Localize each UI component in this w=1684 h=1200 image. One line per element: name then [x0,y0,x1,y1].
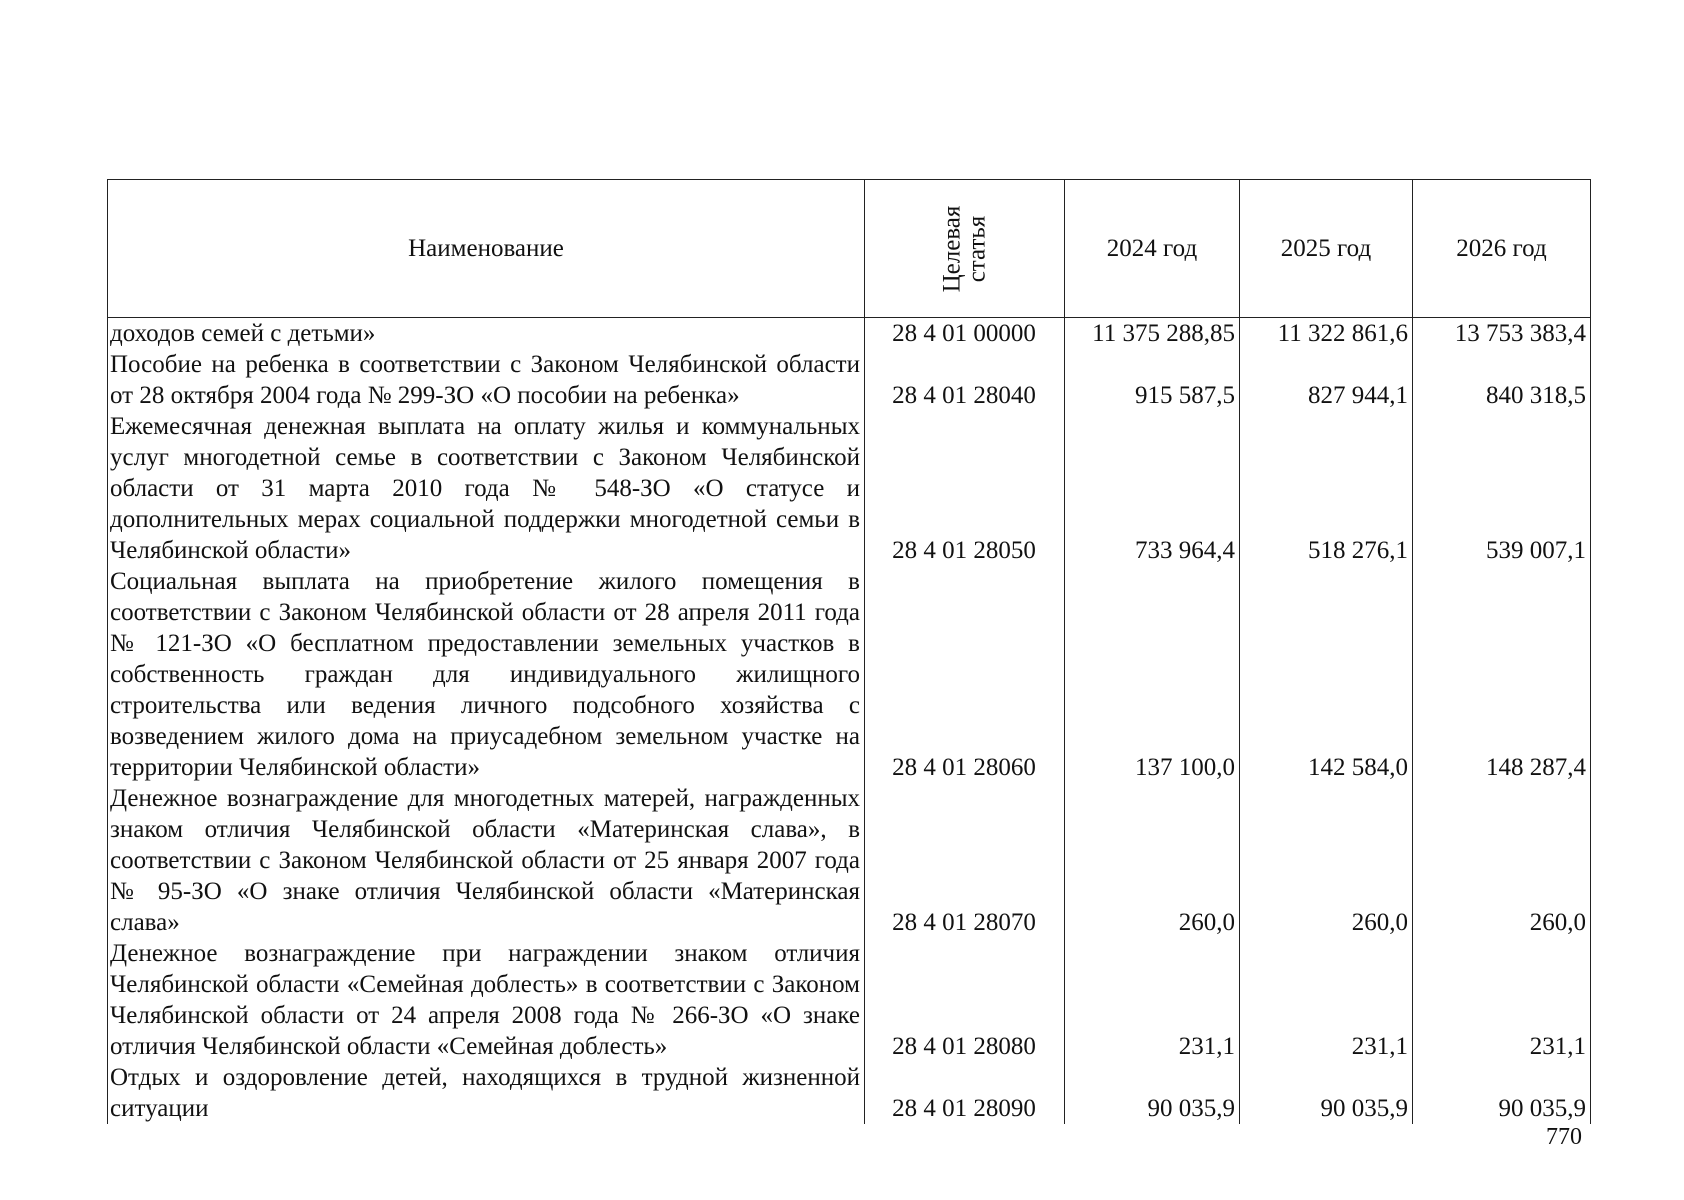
table-row [108,318,1591,350]
row-value-2024: 137 100,0 [1065,566,1240,783]
table-row [108,566,1591,783]
header-code-line2: статья [963,215,991,282]
row-value-2025: 142 584,0 [1240,566,1413,783]
row-name: Денежное вознаграждение при награждении знаком отличия Челябинской области «Семейная доблесть» в соответствии с Законом Челябинской области от 24 апреля 2008 года № 266-ЗО «О знаке отличия Челябинской области «Семейная доблесть» [108,938,865,1062]
row-value-2025: 827 944,1 [1240,349,1413,411]
row-value-2025: 231,1 [1240,938,1413,1062]
header-target-article [865,180,1065,318]
row-value-2026: 231,1 [1413,938,1591,1062]
row-value-2026: 13 753 383,4 [1413,318,1591,350]
header-name: Наименование [108,180,865,318]
row-value-2026: 840 318,5 [1413,349,1591,411]
row-value-2024: 90 035,9 [1065,1062,1240,1124]
header-year-2024: 2024 год [1065,180,1240,318]
row-name: доходов семей с детьми» [108,318,865,350]
row-name: Ежемесячная денежная выплата на оплату жилья и коммунальных услуг многодетной семье в соответствии с Законом Челябинской области от 31 марта 2010 года № 548-ЗО «О статусе и дополнительных мерах социальной поддержки многодетной семьи в Челябинской области» [108,411,865,566]
row-value-2024: 11 375 288,85 [1065,318,1240,350]
row-value-2024: 231,1 [1065,938,1240,1062]
header-year-2025: 2025 год [1240,180,1413,318]
header-code-line1: Целевая [938,205,966,292]
budget-table [107,179,1591,1124]
row-value-2026: 148 287,4 [1413,566,1591,783]
row-value-2026: 260,0 [1413,783,1591,938]
row-code: 28 4 01 28080 [865,938,1065,1062]
table-row [108,411,1591,566]
row-value-2025: 518 276,1 [1240,411,1413,566]
row-code: 28 4 01 28060 [865,566,1065,783]
page-number: 770 [1546,1124,1582,1150]
row-value-2024: 260,0 [1065,783,1240,938]
header-row [108,180,1591,318]
table-body [108,318,1591,1125]
row-value-2025: 11 322 861,6 [1240,318,1413,350]
row-value-2025: 90 035,9 [1240,1062,1413,1124]
row-name: Пособие на ребенка в соответствии с Законом Челябинской области от 28 октября 2004 года № 299-ЗО «О пособии на ребенка» [108,349,865,411]
table-row [108,783,1591,938]
row-name: Социальная выплата на приобретение жилого помещения в соответствии с Законом Челябинской области от 28 апреля 2011 года № 121-ЗО «О бесплатном предоставлении земельных участков в собственность граждан для индивидуального жилищного строительства или ведения личного подсобного хозяйства с возведением жилого дома на приусадебном земельном участке на территории Челябинской области» [108,566,865,783]
table-row [108,1062,1591,1124]
row-value-2026: 539 007,1 [1413,411,1591,566]
row-value-2026: 90 035,9 [1413,1062,1591,1124]
row-value-2024: 915 587,5 [1065,349,1240,411]
table-row [108,349,1591,411]
row-name: Денежное вознаграждение для многодетных матерей, награжденных знаком отличия Челябинской области «Материнская слава», в соответствии с Законом Челябинской области от 25 января 2007 года № 95-ЗО «О знаке отличия Челябинской области «Материнская слава» [108,783,865,938]
row-code: 28 4 01 28090 [865,1062,1065,1124]
row-value-2025: 260,0 [1240,783,1413,938]
row-code: 28 4 01 28040 [865,349,1065,411]
header-year-2026: 2026 год [1413,180,1591,318]
row-code: 28 4 01 28050 [865,411,1065,566]
row-code: 28 4 01 28070 [865,783,1065,938]
table-header [108,180,1591,318]
row-name: Отдых и оздоровление детей, находящихся в трудной жизненной ситуации [108,1062,865,1124]
row-code: 28 4 01 00000 [865,318,1065,350]
table-row [108,938,1591,1062]
header-target-article-label [939,205,989,292]
row-value-2024: 733 964,4 [1065,411,1240,566]
